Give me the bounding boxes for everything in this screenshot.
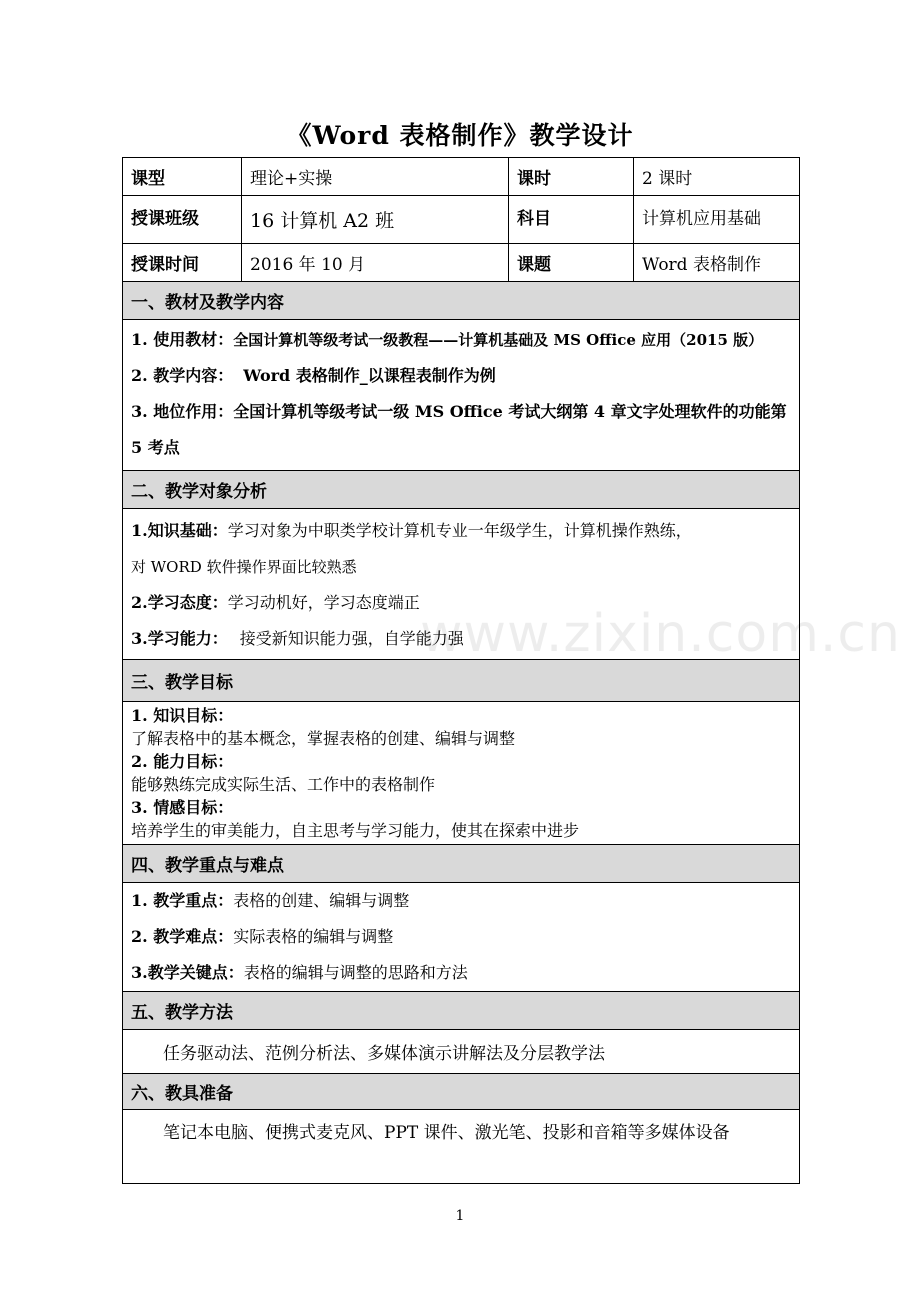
- keypoints-item-3-text: 表格的编辑与调整的思路和方法: [243, 963, 468, 982]
- learners-item-2-text: 学习动机好，学习态度端正: [227, 593, 420, 612]
- materials-prep-content: 笔记本电脑、便携式麦克风、PPT 课件、激光笔、投影和音箱等多媒体设备: [123, 1110, 800, 1184]
- info-row-type: [123, 158, 800, 196]
- section-heading-materials-prep: 六、教具准备: [123, 1074, 800, 1110]
- materials-item-3-label: 3. 地位作用：: [131, 402, 234, 421]
- class-label: 授课班级: [123, 196, 242, 244]
- section-heading-materials: 一、教材及教学内容: [123, 282, 800, 320]
- objectives-item-3-text: 培养学生的审美能力，自主思考与学习能力，使其在探索中进步: [131, 821, 580, 840]
- keypoints-item-2-text: 实际表格的编辑与调整: [233, 927, 394, 946]
- materials-item-2-text: Word 表格制作_以课程表制作为例: [243, 366, 496, 385]
- objectives-item-1-label: 1. 知识目标：: [131, 706, 234, 725]
- document-title: 《Word 表格制作》教学设计: [286, 121, 634, 150]
- section-heading-learners: 二、教学对象分析: [123, 471, 800, 509]
- learners-content: [123, 509, 800, 660]
- learners-item-1-text: 学习对象为中职类学校计算机专业一年级学生，计算机操作熟练，: [227, 521, 692, 540]
- page-number: 1: [455, 1208, 465, 1224]
- keypoints-item-1-text: 表格的创建、编辑与调整: [233, 891, 410, 910]
- learners-item-3-text: 接受新知识能力强，自学能力强: [239, 629, 464, 648]
- hours-label: 课时: [509, 158, 634, 196]
- section-heading-methods: 五、教学方法: [123, 992, 800, 1030]
- time-label: 授课时间: [123, 244, 242, 282]
- methods-content: 任务驱动法、范例分析法、多媒体演示讲解法及分层教学法: [123, 1030, 800, 1074]
- type-label: 课型: [123, 158, 242, 196]
- section-heading-keypoints: 四、教学重点与难点: [123, 845, 800, 883]
- subject-label: 科目: [509, 196, 634, 244]
- subject-value: 计算机应用基础: [634, 196, 800, 244]
- keypoints-item-3-label: 3.教学关键点：: [131, 963, 244, 982]
- objectives-item-2-text: 能够熟练完成实际生活、工作中的表格制作: [131, 775, 436, 794]
- materials-item-1-label: 1. 使用教材：: [131, 330, 234, 349]
- objectives-item-1-text: 了解表格中的基本概念，掌握表格的创建、编辑与调整: [131, 729, 516, 748]
- learners-item-2-label: 2.学习态度：: [131, 593, 228, 612]
- info-row-time: [123, 244, 800, 282]
- class-value: 16 计算机 A2 班: [242, 196, 509, 244]
- objectives-item-3-label: 3. 情感目标：: [131, 798, 234, 817]
- keypoints-content: [123, 883, 800, 992]
- keypoints-item-1-label: 1. 教学重点：: [131, 891, 234, 910]
- info-row-class: [123, 196, 800, 244]
- materials-item-1-text: 全国计算机等级考试一级教程——计算机基础及 MS Office 应用（2015 版）: [233, 331, 764, 349]
- time-value: 2016 年 10 月: [242, 244, 509, 282]
- learners-item-1-continued: 对 WORD 软件操作界面比较熟悉: [131, 558, 357, 576]
- materials-item-2-label: 2. 教学内容：: [131, 366, 234, 385]
- learners-item-1-label: 1.知识基础：: [131, 521, 228, 540]
- hours-value: 2 课时: [634, 158, 800, 196]
- lesson-plan-table: [122, 157, 800, 1184]
- topic-value: Word 表格制作: [634, 244, 800, 282]
- type-value: 理论+实操: [242, 158, 509, 196]
- materials-content: [123, 320, 800, 471]
- section-heading-objectives: 三、教学目标: [123, 660, 800, 702]
- watermark: www.zixin.com.cn: [420, 604, 901, 664]
- topic-label: 课题: [509, 244, 634, 282]
- learners-item-3-label: 3.学习能力：: [131, 629, 228, 648]
- objectives-item-2-label: 2. 能力目标：: [131, 752, 234, 771]
- materials-item-3-text: 全国计算机等级考试一级 MS Office 考试大纲第 4 章文字处理软件的功能第 5 考点: [131, 402, 787, 457]
- keypoints-item-2-label: 2. 教学难点：: [131, 927, 234, 946]
- objectives-content: [123, 702, 800, 845]
